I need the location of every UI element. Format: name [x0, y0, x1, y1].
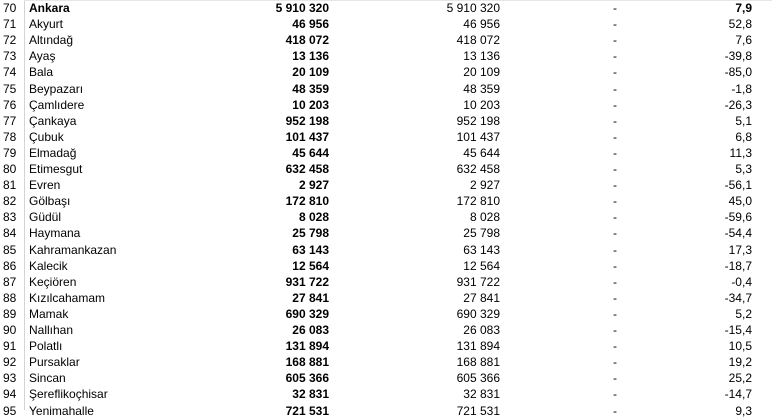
population-cell[interactable]: 952 198: [456, 113, 500, 128]
change-rate-cell[interactable]: -59,6: [724, 210, 752, 225]
district-name-cell[interactable]: Altındağ: [29, 33, 74, 48]
change-rate-cell[interactable]: -54,4: [724, 226, 752, 241]
dash-cell[interactable]: -: [613, 145, 617, 160]
total-population-cell[interactable]: 26 083: [292, 323, 329, 337]
dash-cell[interactable]: -: [613, 162, 617, 176]
table-row[interactable]: [0, 97, 772, 113]
table-row[interactable]: [0, 16, 772, 32]
row-number[interactable]: 72: [3, 33, 17, 48]
district-name-cell[interactable]: Kızılcahamam: [29, 290, 106, 305]
district-name-cell[interactable]: Gölbaşı: [29, 194, 71, 209]
population-cell[interactable]: 48 359: [463, 81, 500, 96]
total-population-cell[interactable]: 5 910 320: [275, 1, 329, 15]
table-row[interactable]: [0, 242, 772, 258]
table-row[interactable]: [0, 225, 772, 241]
row-number[interactable]: 85: [3, 242, 17, 257]
population-cell[interactable]: 418 072: [456, 33, 500, 48]
dash-cell[interactable]: -: [613, 290, 617, 305]
table-row[interactable]: [0, 193, 772, 209]
district-name-cell[interactable]: Evren: [29, 178, 61, 193]
population-cell[interactable]: 605 366: [456, 371, 500, 386]
table-row[interactable]: [0, 161, 772, 177]
district-name-cell[interactable]: Ayaş: [29, 49, 56, 64]
population-cell[interactable]: 45 644: [463, 145, 500, 160]
change-rate-cell[interactable]: -85,0: [724, 65, 752, 80]
dash-cell[interactable]: -: [613, 1, 617, 15]
total-population-cell[interactable]: 45 644: [292, 145, 329, 160]
table-row[interactable]: [0, 274, 772, 290]
total-population-cell[interactable]: 931 722: [285, 274, 329, 289]
district-name-cell[interactable]: Sincan: [29, 371, 66, 386]
row-number[interactable]: 75: [3, 81, 17, 96]
district-name-cell[interactable]: Keçiören: [29, 274, 77, 289]
row-number[interactable]: 79: [3, 145, 17, 160]
change-rate-cell[interactable]: 6,8: [735, 129, 752, 144]
total-population-cell[interactable]: 721 531: [285, 403, 329, 418]
table-row[interactable]: [0, 209, 772, 225]
table-row[interactable]: [0, 322, 772, 338]
change-rate-cell[interactable]: -56,1: [724, 178, 752, 193]
total-population-cell[interactable]: 2 927: [298, 178, 329, 193]
change-rate-cell[interactable]: 11,3: [729, 145, 752, 160]
district-name-cell[interactable]: Çamlıdere: [29, 97, 85, 112]
population-cell[interactable]: 13 136: [463, 49, 500, 64]
total-population-cell[interactable]: 172 810: [285, 194, 329, 209]
row-number[interactable]: 94: [3, 387, 17, 402]
district-name-cell[interactable]: Çubuk: [29, 129, 64, 144]
population-cell[interactable]: 20 109: [463, 65, 500, 80]
change-rate-cell[interactable]: -0,4: [731, 274, 752, 289]
district-name-cell[interactable]: Beypazarı: [29, 81, 84, 96]
district-name-cell[interactable]: Kahramankazan: [29, 242, 117, 257]
dash-cell[interactable]: -: [613, 371, 617, 386]
population-cell[interactable]: 12 564: [463, 258, 500, 273]
total-population-cell[interactable]: 418 072: [285, 33, 329, 48]
population-cell[interactable]: 931 722: [456, 274, 500, 289]
dash-cell[interactable]: -: [613, 339, 617, 354]
change-rate-cell[interactable]: 19,2: [728, 355, 752, 370]
change-rate-cell[interactable]: 5,3: [735, 162, 752, 176]
district-name-cell[interactable]: Polatlı: [29, 339, 63, 354]
population-cell[interactable]: 721 531: [456, 403, 500, 418]
population-cell[interactable]: 101 437: [456, 129, 500, 144]
total-population-cell[interactable]: 20 109: [292, 65, 329, 80]
table-row[interactable]: [0, 0, 772, 16]
dash-cell[interactable]: -: [613, 113, 617, 128]
table-row[interactable]: [0, 290, 772, 306]
table-row[interactable]: [0, 386, 772, 402]
population-cell[interactable]: 690 329: [456, 306, 500, 321]
dash-cell[interactable]: -: [613, 403, 617, 418]
table-row[interactable]: [0, 145, 772, 161]
district-name-cell[interactable]: Akyurt: [29, 17, 64, 32]
total-population-cell[interactable]: 632 458: [285, 162, 329, 176]
total-population-cell[interactable]: 32 831: [292, 387, 329, 402]
table-row[interactable]: [0, 177, 772, 193]
table-row[interactable]: [0, 403, 772, 419]
change-rate-cell[interactable]: 25,2: [728, 371, 752, 386]
row-number[interactable]: 93: [3, 371, 17, 386]
dash-cell[interactable]: -: [613, 242, 617, 257]
total-population-cell[interactable]: 690 329: [285, 306, 329, 321]
row-number[interactable]: 77: [3, 113, 17, 128]
population-cell[interactable]: 168 881: [456, 355, 500, 370]
row-number[interactable]: 81: [3, 178, 17, 193]
change-rate-cell[interactable]: 45,0: [728, 194, 752, 209]
change-rate-cell[interactable]: -1,8: [731, 81, 752, 96]
table-row[interactable]: [0, 258, 772, 274]
change-rate-cell[interactable]: 5,2: [735, 306, 752, 321]
table-row[interactable]: [0, 113, 772, 129]
population-cell[interactable]: 25 798: [463, 226, 500, 241]
district-name-cell[interactable]: Haymana: [29, 226, 81, 241]
dash-cell[interactable]: -: [613, 17, 617, 32]
table-row[interactable]: [0, 129, 772, 145]
district-name-cell[interactable]: Elmadağ: [29, 145, 77, 160]
row-number[interactable]: 88: [3, 290, 17, 305]
row-number[interactable]: 82: [3, 194, 17, 209]
table-row[interactable]: [0, 32, 772, 48]
change-rate-cell[interactable]: -18,7: [724, 258, 752, 273]
row-number[interactable]: 76: [3, 97, 17, 112]
change-rate-cell[interactable]: 9,3: [735, 403, 752, 418]
dash-cell[interactable]: -: [613, 274, 617, 289]
total-population-cell[interactable]: 10 203: [292, 97, 329, 112]
change-rate-cell[interactable]: 52,8: [728, 17, 752, 32]
district-name-cell[interactable]: Etimesgut: [29, 162, 83, 176]
row-number[interactable]: 91: [3, 339, 17, 354]
dash-cell[interactable]: -: [613, 81, 617, 96]
dash-cell[interactable]: -: [613, 33, 617, 48]
population-cell[interactable]: 32 831: [463, 387, 500, 402]
row-number[interactable]: 74: [3, 65, 17, 80]
change-rate-cell[interactable]: 17,3: [728, 242, 752, 257]
district-name-cell[interactable]: Yenimahalle: [29, 403, 94, 418]
total-population-cell[interactable]: 48 359: [292, 81, 329, 96]
district-name-cell[interactable]: Bala: [29, 65, 54, 80]
row-number[interactable]: 92: [3, 355, 17, 370]
district-name-cell[interactable]: Şereflikoçhisar: [29, 387, 108, 402]
change-rate-cell[interactable]: -39,8: [724, 49, 752, 64]
total-population-cell[interactable]: 168 881: [285, 355, 329, 370]
change-rate-cell[interactable]: 5,1: [735, 113, 752, 128]
dash-cell[interactable]: -: [613, 49, 617, 64]
table-row[interactable]: [0, 81, 772, 97]
total-population-cell[interactable]: 605 366: [285, 371, 329, 386]
row-number[interactable]: 87: [3, 274, 17, 289]
total-population-cell[interactable]: 101 437: [285, 129, 329, 144]
district-name-cell[interactable]: Çankaya: [29, 113, 77, 128]
district-name-cell[interactable]: Nallıhan: [29, 323, 74, 337]
district-name-cell[interactable]: Pursaklar: [29, 355, 80, 370]
row-number[interactable]: 73: [3, 49, 17, 64]
total-population-cell[interactable]: 131 894: [285, 339, 329, 354]
population-cell[interactable]: 46 956: [463, 17, 500, 32]
total-population-cell[interactable]: 8 028: [298, 210, 329, 225]
change-rate-cell[interactable]: -15,4: [724, 323, 752, 337]
district-name-cell[interactable]: Kalecik: [29, 258, 68, 273]
row-number[interactable]: 89: [3, 306, 17, 321]
table-row[interactable]: [0, 370, 772, 386]
row-number[interactable]: 71: [3, 17, 17, 32]
population-cell[interactable]: 8 028: [469, 210, 500, 225]
change-rate-cell[interactable]: 7,6: [735, 33, 752, 48]
dash-cell[interactable]: -: [613, 178, 617, 193]
dash-cell[interactable]: -: [613, 210, 617, 225]
district-name-cell[interactable]: Güdül: [29, 210, 62, 225]
total-population-cell[interactable]: 25 798: [292, 226, 329, 241]
row-number[interactable]: 78: [3, 129, 17, 144]
dash-cell[interactable]: -: [613, 323, 617, 337]
total-population-cell[interactable]: 13 136: [292, 49, 329, 64]
row-number[interactable]: 95: [3, 403, 17, 418]
row-number[interactable]: 86: [3, 258, 17, 273]
district-name-cell[interactable]: Mamak: [29, 306, 69, 321]
total-population-cell[interactable]: 63 143: [292, 242, 329, 257]
dash-cell[interactable]: -: [613, 355, 617, 370]
dash-cell[interactable]: -: [613, 306, 617, 321]
district-name-cell[interactable]: Ankara: [29, 1, 70, 15]
population-cell[interactable]: 5 910 320: [446, 1, 500, 15]
dash-cell[interactable]: -: [613, 258, 617, 273]
total-population-cell[interactable]: 952 198: [285, 113, 329, 128]
change-rate-cell[interactable]: -34,7: [724, 290, 752, 305]
dash-cell[interactable]: -: [613, 194, 617, 209]
row-number[interactable]: 70: [3, 1, 17, 15]
row-number[interactable]: 83: [3, 210, 17, 225]
population-cell[interactable]: 2 927: [469, 178, 500, 193]
dash-cell[interactable]: -: [613, 226, 617, 241]
table-row[interactable]: [0, 306, 772, 322]
population-cell[interactable]: 63 143: [463, 242, 500, 257]
total-population-cell[interactable]: 12 564: [292, 258, 329, 273]
dash-cell[interactable]: -: [613, 129, 617, 144]
row-number[interactable]: 90: [3, 323, 17, 337]
change-rate-cell[interactable]: 10,5: [728, 339, 752, 354]
population-cell[interactable]: 131 894: [456, 339, 500, 354]
table-row[interactable]: [0, 338, 772, 354]
row-number[interactable]: 84: [3, 226, 17, 241]
change-rate-cell[interactable]: -14,7: [724, 387, 752, 402]
population-cell[interactable]: 172 810: [456, 194, 500, 209]
total-population-cell[interactable]: 27 841: [292, 290, 329, 305]
population-cell[interactable]: 10 203: [463, 97, 500, 112]
change-rate-cell[interactable]: 7,9: [735, 1, 752, 15]
dash-cell[interactable]: -: [613, 97, 617, 112]
dash-cell[interactable]: -: [613, 387, 617, 402]
table-row[interactable]: [0, 48, 772, 64]
table-row[interactable]: [0, 354, 772, 370]
population-cell[interactable]: 27 841: [463, 290, 500, 305]
population-cell[interactable]: 26 083: [463, 323, 500, 337]
table-row[interactable]: [0, 64, 772, 80]
change-rate-cell[interactable]: -26,3: [724, 97, 752, 112]
population-cell[interactable]: 632 458: [456, 162, 500, 176]
row-number[interactable]: 80: [3, 162, 17, 176]
dash-cell[interactable]: -: [613, 65, 617, 80]
total-population-cell[interactable]: 46 956: [292, 17, 329, 32]
